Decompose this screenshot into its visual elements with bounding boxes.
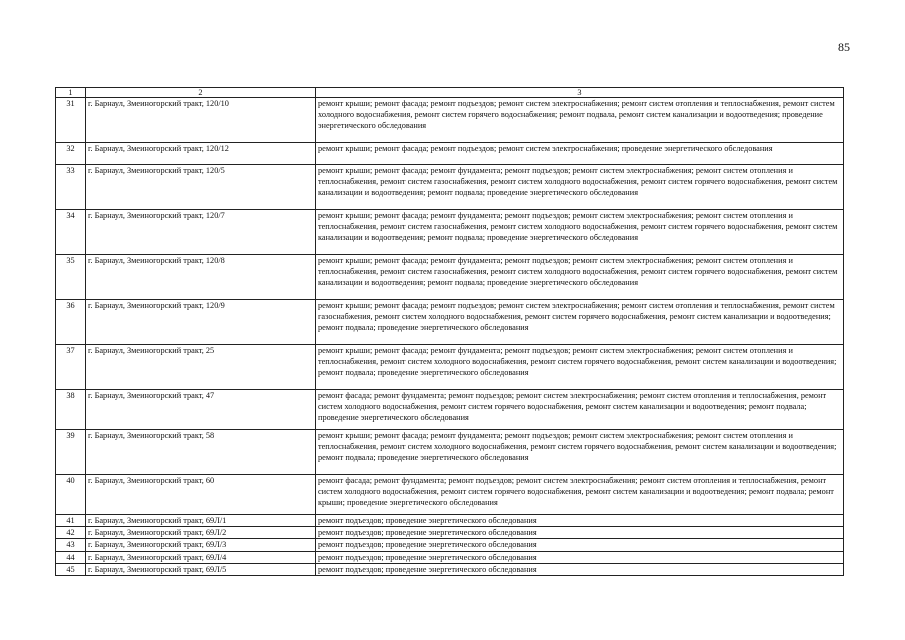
row-address: г. Барнаул, Змеиногорский тракт, 69Л/2 — [86, 527, 316, 539]
row-number: 45 — [56, 563, 86, 575]
column-header-1: 1 — [56, 88, 86, 98]
row-number: 32 — [56, 143, 86, 165]
column-header-2: 2 — [86, 88, 316, 98]
row-address: г. Барнаул, Змеиногорский тракт, 120/9 — [86, 300, 316, 345]
row-number: 35 — [56, 255, 86, 300]
row-address: г. Барнаул, Змеиногорский тракт, 120/8 — [86, 255, 316, 300]
row-works: ремонт подъездов; проведение энергетического обследования — [316, 515, 844, 527]
table-row — [56, 210, 844, 255]
table-row — [56, 165, 844, 210]
table-row — [56, 527, 844, 539]
row-works: ремонт крыши; ремонт фасада; ремонт фундамента; ремонт подъездов; ремонт систем электроснабжения; ремонт систем отопления и теплоснабжения, ремонт систем газоснабжения, ремонт систем холодного водоснабжения, ремонт систем горячего водоснабжения, ремонт систем канализации и водоотведения; ремонт подвала; проведение энергетического обследования — [316, 255, 844, 300]
row-address: г. Барнаул, Змеиногорский тракт, 25 — [86, 345, 316, 390]
table-row — [56, 563, 844, 575]
row-works: ремонт крыши; ремонт фасада; ремонт фундамента; ремонт подъездов; ремонт систем электроснабжения; ремонт систем отопления и теплоснабжения, ремонт систем холодного водоснабжения, ремонт систем горячего водоснабжения, ремонт систем канализации и водоотведения; ремонт подвала; проведение энергетического обследования — [316, 430, 844, 475]
row-number: 38 — [56, 390, 86, 430]
table-row — [56, 300, 844, 345]
row-number: 41 — [56, 515, 86, 527]
row-works: ремонт крыши; ремонт фасада; ремонт фундамента; ремонт подъездов; ремонт систем электроснабжения; ремонт систем отопления и теплоснабжения, ремонт систем газоснабжения, ремонт систем холодного водоснабжения, ремонт систем горячего водоснабжения, ремонт систем канализации и водоотведения; ремонт подвала; проведение энергетического обследования — [316, 210, 844, 255]
header-row — [56, 88, 844, 98]
page-number: 85 — [838, 40, 850, 54]
table-row — [56, 345, 844, 390]
row-number: 36 — [56, 300, 86, 345]
row-address: г. Барнаул, Змеиногорский тракт, 69Л/5 — [86, 563, 316, 575]
row-address: г. Барнаул, Змеиногорский тракт, 120/12 — [86, 143, 316, 165]
row-number: 39 — [56, 430, 86, 475]
row-works: ремонт подъездов; проведение энергетического обследования — [316, 539, 844, 551]
row-number: 31 — [56, 98, 86, 143]
table-row — [56, 475, 844, 515]
row-address: г. Барнаул, Змеиногорский тракт, 120/7 — [86, 210, 316, 255]
row-address: г. Барнаул, Змеиногорский тракт, 120/5 — [86, 165, 316, 210]
row-works: ремонт фасада; ремонт фундамента; ремонт подъездов; ремонт систем электроснабжения; ремонт систем отопления и теплоснабжения, ремонт систем холодного водоснабжения, ремонт систем горячего водоснабжения, ремонт систем канализации и водоотведения; ремонт подвала; проведение энергетического обследования — [316, 390, 844, 430]
row-number: 44 — [56, 551, 86, 563]
row-works: ремонт фасада; ремонт фундамента; ремонт подъездов; ремонт систем электроснабжения; ремонт систем отопления и теплоснабжения, ремонт систем холодного водоснабжения, ремонт систем горячего водоснабжения, ремонт систем канализации и водоотведения; ремонт подвала; ремонт крыши; проведение энергетического обследования — [316, 475, 844, 515]
row-works: ремонт крыши; ремонт фасада; ремонт подъездов; ремонт систем электроснабжения; ремонт систем отопления и теплоснабжения, ремонт систем газоснабжения, ремонт систем холодного водоснабжения, ремонт систем горячего водоснабжения, ремонт систем канализации и водоотведения; ремонт подвала; проведение энергетического обследования — [316, 300, 844, 345]
row-address: г. Барнаул, Змеиногорский тракт, 58 — [86, 430, 316, 475]
row-address: г. Барнаул, Змеиногорский тракт, 69Л/4 — [86, 551, 316, 563]
table-row — [56, 551, 844, 563]
table-row — [56, 390, 844, 430]
table-row — [56, 98, 844, 143]
row-works: ремонт крыши; ремонт фасада; ремонт подъездов; ремонт систем электроснабжения; проведение энергетического обследования — [316, 143, 844, 165]
row-address: г. Барнаул, Змеиногорский тракт, 69Л/1 — [86, 515, 316, 527]
row-address: г. Барнаул, Змеиногорский тракт, 47 — [86, 390, 316, 430]
row-works: ремонт крыши; ремонт фасада; ремонт подъездов; ремонт систем электроснабжения; ремонт систем отопления и теплоснабжения, ремонт систем холодного водоснабжения, ремонт систем горячего водоснабжения; ремонт подвала, ремонт систем канализации и водоотведения; проведение энергетического обследования — [316, 98, 844, 143]
row-works: ремонт крыши; ремонт фасада; ремонт фундамента; ремонт подъездов; ремонт систем электроснабжения; ремонт систем отопления и теплоснабжения, ремонт систем газоснабжения, ремонт систем холодного водоснабжения, ремонт систем горячего водоснабжения, ремонт систем канализации и водоотведения; ремонт подвала; проведение энергетического обследования — [316, 165, 844, 210]
row-number: 43 — [56, 539, 86, 551]
table-row — [56, 515, 844, 527]
row-works: ремонт подъездов; проведение энергетического обследования — [316, 563, 844, 575]
column-header-3: 3 — [316, 88, 844, 98]
row-works: ремонт подъездов; проведение энергетического обследования — [316, 551, 844, 563]
row-address: г. Барнаул, Змеиногорский тракт, 69Л/3 — [86, 539, 316, 551]
row-number: 40 — [56, 475, 86, 515]
works-table — [55, 87, 844, 576]
row-number: 33 — [56, 165, 86, 210]
row-address: г. Барнаул, Змеиногорский тракт, 60 — [86, 475, 316, 515]
table-row — [56, 143, 844, 165]
row-works: ремонт подъездов; проведение энергетического обследования — [316, 527, 844, 539]
row-number: 34 — [56, 210, 86, 255]
table-row — [56, 255, 844, 300]
row-number: 42 — [56, 527, 86, 539]
table-row — [56, 539, 844, 551]
row-works: ремонт крыши; ремонт фасада; ремонт фундамента; ремонт подъездов; ремонт систем электроснабжения; ремонт систем отопления и теплоснабжения, ремонт систем холодного водоснабжения, ремонт систем горячего водоснабжения, ремонт систем канализации и водоотведения; ремонт подвала; проведение энергетического обследования — [316, 345, 844, 390]
table-row — [56, 430, 844, 475]
row-number: 37 — [56, 345, 86, 390]
row-address: г. Барнаул, Змеиногорский тракт, 120/10 — [86, 98, 316, 143]
